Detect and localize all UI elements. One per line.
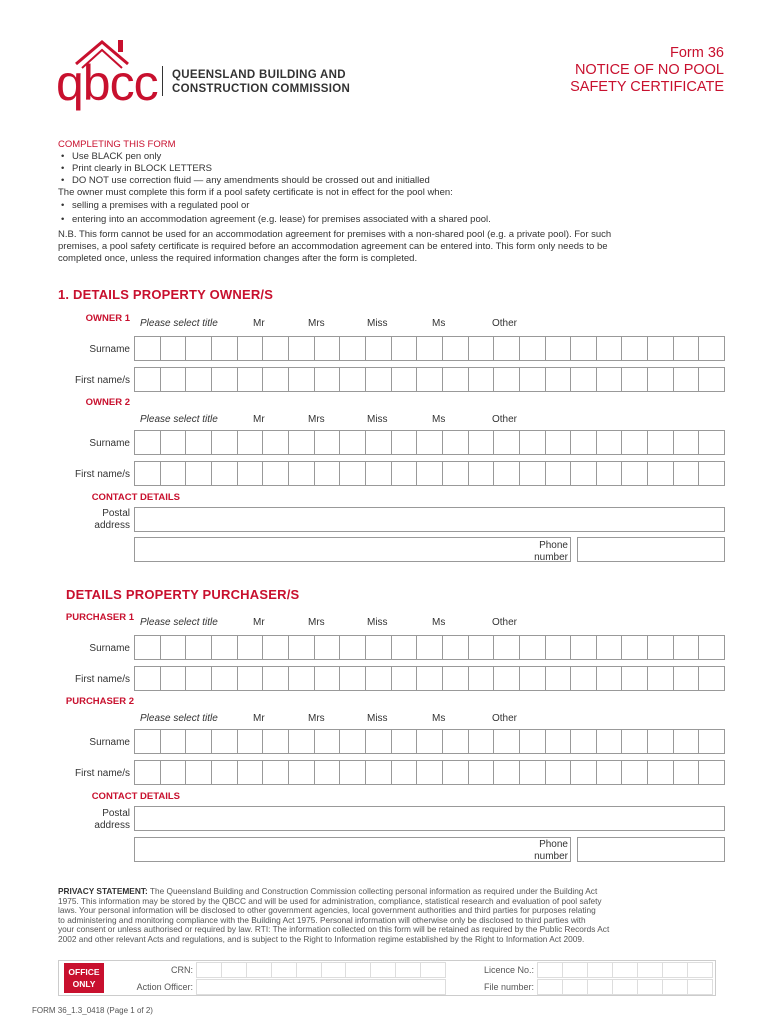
- footer-form-code: FORM 36_1.3_0418 (Page 1 of 2): [32, 1006, 153, 1015]
- purchaser2-firstname-field[interactable]: [134, 760, 725, 785]
- section1-title: 1. DETAILS PROPERTY OWNER/S: [58, 287, 274, 302]
- logo-text: qbcc: [56, 55, 158, 111]
- owner2-firstname-field[interactable]: [134, 461, 725, 486]
- owner1-label: OWNER 1: [85, 313, 130, 324]
- office-only-badge: OFFICE ONLY: [64, 963, 104, 993]
- purchaser2-surname-field[interactable]: [134, 729, 725, 754]
- purchaser-postal-address-field[interactable]: [134, 806, 725, 831]
- section2-title: DETAILS PROPERTY PURCHASER/S: [66, 587, 300, 602]
- owner2-surname-field[interactable]: [134, 430, 725, 455]
- org-name: QUEENSLAND BUILDING AND CONSTRUCTION COMMISSION: [172, 69, 351, 95]
- owner2-label: OWNER 2: [85, 397, 130, 408]
- file-number-field[interactable]: [537, 979, 713, 995]
- purchaser1-surname-field[interactable]: [134, 635, 725, 660]
- action-officer-field[interactable]: [196, 979, 446, 995]
- owner-postal-address-field[interactable]: [134, 507, 725, 532]
- instructions: COMPLETING THIS FORM • Use BLACK pen only • Print clearly in BLOCK LETTERS • DO NOT use correction fluid — any amendments should be crossed out and initialled The owner must complete this form if a pool safety certificate is not in effect for the pool when: • selling a premises with a regulated pool or • entering into an accommodation agreement (e.g. lease) for premises associated with a shared pool. N.B. This form cannot be used for an accommodation agreement for premises with a non-shared pool (e.g. a private pool). For such premises, a pool safety certificate is required before an accommodation agreement can be entered into. This form only needs to be completed once, unless the required information changes after the form is completed.: [58, 139, 728, 265]
- instructions-heading: COMPLETING THIS FORM: [58, 139, 176, 150]
- owner-contact-label: CONTACT DETAILS: [91, 492, 180, 503]
- logo-divider: [162, 66, 163, 96]
- owner-phone-field[interactable]: [577, 537, 725, 562]
- owner1-surname-field[interactable]: [134, 336, 725, 361]
- privacy-statement: PRIVACY STATEMENT: The Queensland Building and Construction Commission collecting personal information as required under the Building Act 1975. This information may be stored by the QBCC and will be used for administration, compliance, statistical research and evaluation of pool safety laws. Your personal information will be disclosed to other government agencies, local government authorities and third parties for purposes relating to administering and monitoring compliance with the Building Act 1975. Personal information will otherwise only be disclosed to third parties with your consent or unless authorised or required by law. RTI: The information collected on this form will be retained as required by the Public Records Act 2002 and other relevant Acts and regulations, and is subject to the Right to Information regime established by the Right to Information Act 2009.: [58, 886, 610, 944]
- qbcc-logo: [56, 32, 166, 112]
- purchaser2-label: PURCHASER 2: [65, 696, 134, 707]
- owner1-firstname-field[interactable]: [134, 367, 725, 392]
- purchaser1-firstname-field[interactable]: [134, 666, 725, 691]
- purchaser1-label: PURCHASER 1: [65, 612, 134, 623]
- purchaser-phone-field[interactable]: [577, 837, 725, 862]
- form-title: Form 36 NOTICE OF NO POOL SAFETY CERTIFICATE: [570, 45, 724, 95]
- purchaser-contact-label: CONTACT DETAILS: [91, 791, 180, 802]
- crn-field[interactable]: [196, 962, 446, 978]
- licence-number-field[interactable]: [537, 962, 713, 978]
